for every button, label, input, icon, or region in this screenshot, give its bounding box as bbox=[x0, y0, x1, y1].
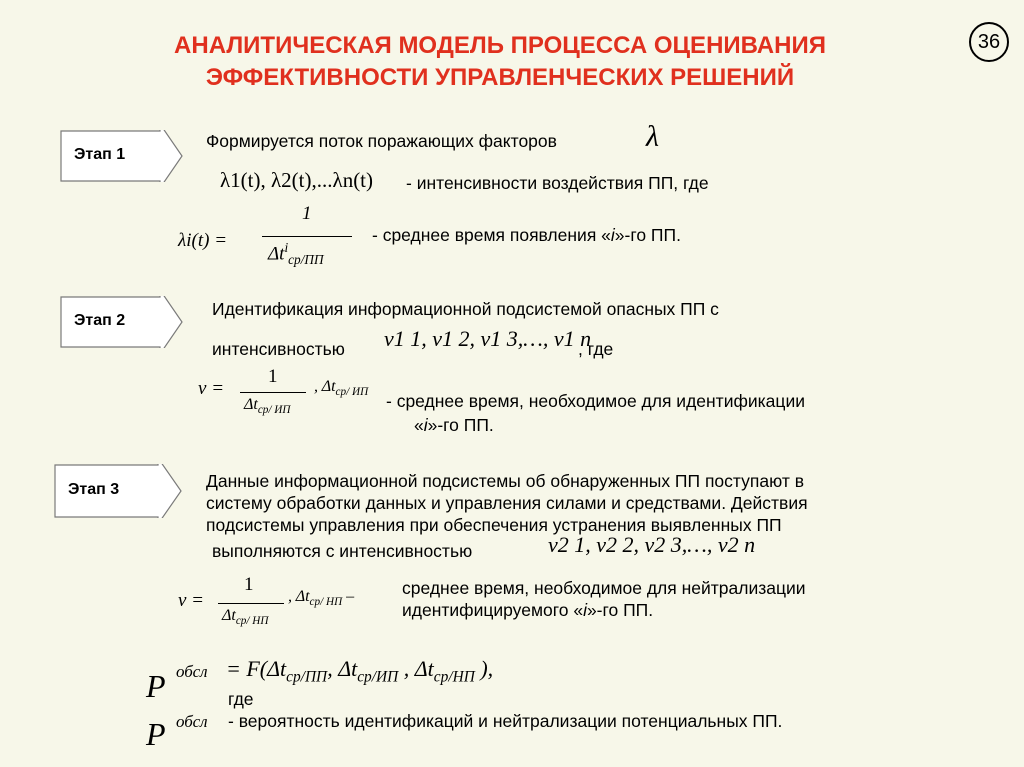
den-sub: ср/ ИП bbox=[257, 404, 291, 417]
stage-2-text-3: , где bbox=[578, 339, 614, 359]
nu2-numerator: 1 bbox=[244, 574, 254, 595]
stage-3-text-2: систему обработки данных и управления силами и средствами. Действия bbox=[206, 493, 808, 513]
lambda-i-denominator bbox=[268, 240, 324, 268]
stage-1-text-3 bbox=[372, 224, 681, 246]
lambda-series-text: λ1(t), λ2(t),...λn(t) bbox=[220, 168, 374, 192]
den-sub: ср/ НП bbox=[235, 615, 269, 628]
lambda-i-numerator: 1 bbox=[302, 203, 312, 224]
title-line-1: АНАЛИТИЧЕСКАЯ МОДЕЛЬ ПРОЦЕССА ОЦЕНИВАНИЯ bbox=[174, 32, 826, 59]
nu1-denominator: $\Delta t_{ср/ ИП}$ bbox=[244, 396, 291, 417]
formula-sub-3: ср/НП bbox=[433, 668, 475, 686]
fraction-line bbox=[218, 603, 284, 604]
formula-sub-1: ср/ПП bbox=[286, 668, 328, 686]
lambda-symbol: λ bbox=[646, 120, 659, 153]
title-line-2: ЭФФЕКТИВНОСТИ УПРАВЛЕНЧЕСКИХ РЕШЕНИЙ bbox=[205, 64, 795, 91]
final-formula: = $F(\Delta t_{ср/ПП}$, $\Delta t_{ср/ИП}$ , $\Delta t_{ср/НП}$ ), bbox=[226, 656, 494, 686]
stage-2-arrow bbox=[60, 296, 185, 348]
stage-2-text-5 bbox=[414, 414, 494, 436]
nu2-tail: , $\Delta t_{ср/ НП}$ – bbox=[288, 588, 355, 609]
fraction-line bbox=[262, 236, 352, 237]
nu2-lhs: ν = bbox=[178, 590, 205, 611]
stage-3-text-3: подсистемы управления при обеспечения устранения выявленных ПП bbox=[206, 515, 782, 535]
p-symbol-2: P bbox=[146, 716, 166, 752]
stage-2-text-1: Идентификация информационной подсистемой опасных ПП с bbox=[212, 299, 719, 319]
t3b: »-го ПП. bbox=[614, 225, 681, 245]
t6b: »-го ПП. bbox=[586, 600, 654, 620]
stage-3-text-1: Данные информационной подсистемы об обнаруженных ПП поступают в bbox=[206, 471, 804, 491]
stage-3-text-6 bbox=[402, 599, 653, 621]
stage-2-label: Этап 2 bbox=[74, 312, 126, 329]
stage-3-arrow bbox=[54, 464, 184, 518]
stage-2-text-4: - среднее время, необходимое для идентификации bbox=[386, 391, 805, 411]
stage-1-text-2: - интенсивности воздействия ПП, где bbox=[406, 173, 709, 193]
lambda-series-formula bbox=[220, 168, 373, 193]
slide-title bbox=[80, 30, 920, 94]
nu1-tail: , $\Delta t_{ср/ ИП}$ bbox=[314, 378, 369, 399]
nu1-series-formula: ν1 1, ν1 2, ν1 3,…, ν1 n bbox=[384, 326, 592, 351]
t3i: i bbox=[610, 225, 615, 245]
t5a: « bbox=[414, 415, 424, 435]
formula-start: = F(Δt bbox=[226, 656, 287, 681]
t5b: »-го ПП. bbox=[427, 415, 494, 435]
delta-t: Δt bbox=[268, 243, 285, 265]
stage-1-text: Формируется поток поражающих факторов bbox=[206, 131, 557, 151]
t6a: идентифицируемого « bbox=[402, 600, 584, 620]
fraction-line bbox=[240, 392, 306, 393]
p-sup-1: обсл bbox=[176, 662, 208, 681]
tail-sub: ср/ ИП bbox=[335, 386, 369, 399]
stage-3-text-5: среднее время, необходимое для нейтрализации bbox=[402, 578, 806, 598]
den-sup: i bbox=[284, 240, 289, 255]
nu2-denominator: $\Delta t_{ср/ НП}$ bbox=[222, 607, 269, 628]
den-sub: ср/ПП bbox=[288, 252, 324, 268]
formula-sub-2: ср/ИП bbox=[357, 668, 399, 686]
t3a: - среднее время появления « bbox=[372, 225, 611, 245]
p-symbol-1: P bbox=[146, 668, 166, 704]
stage-3-text-4: выполняются с интенсивностью bbox=[212, 541, 473, 561]
t6i: i bbox=[583, 600, 587, 620]
where-text: где bbox=[228, 689, 254, 709]
stage-1-label: Этап 1 bbox=[74, 146, 126, 163]
tail-sub: ср/ НП bbox=[309, 596, 343, 609]
p-sup-2: обсл bbox=[176, 712, 208, 731]
stage-2-text-2: интенсивностью bbox=[212, 339, 345, 359]
page-number-badge: 36 bbox=[969, 22, 1009, 62]
lambda-i-lhs: λi(t) = bbox=[178, 230, 228, 251]
nu2-series-formula: ν2 1, ν2 2, ν2 3,…, ν2 n bbox=[548, 532, 756, 557]
nu-symbol: ν bbox=[198, 378, 207, 399]
t5i: i bbox=[423, 415, 428, 435]
final-definition: - вероятность идентификаций и нейтрализации потенциальных ПП. bbox=[228, 711, 783, 731]
stage-1-arrow bbox=[60, 130, 185, 182]
nu1-lhs: ν = bbox=[198, 378, 225, 399]
nu1-numerator: 1 bbox=[268, 366, 278, 387]
stage-3-label: Этап 3 bbox=[68, 481, 120, 498]
